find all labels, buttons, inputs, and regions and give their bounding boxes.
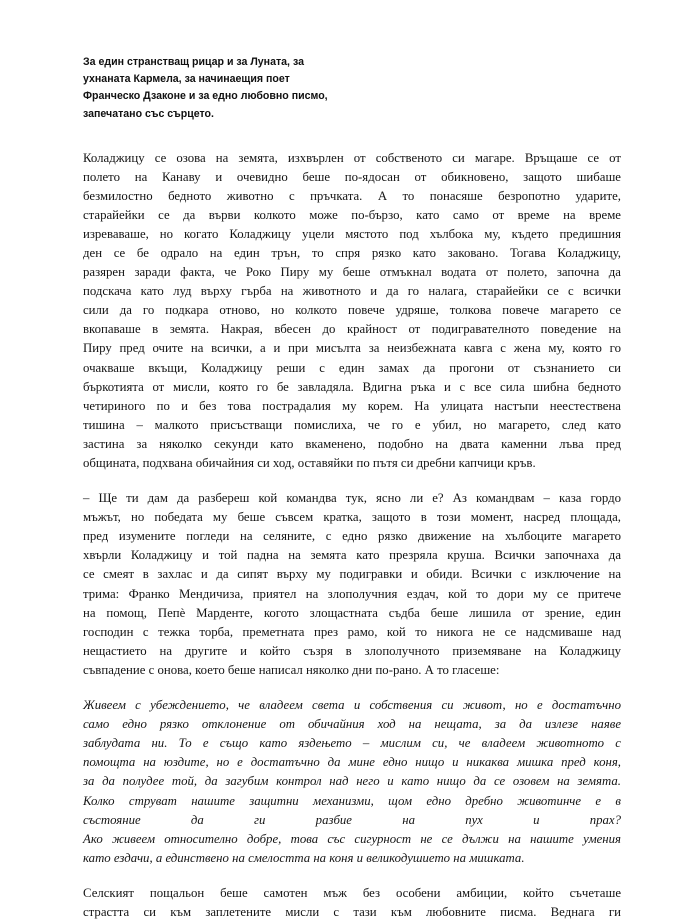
paragraph-gap <box>83 868 621 885</box>
paragraph-gap <box>83 473 621 490</box>
text-line: старайейки се да върви колкото може по-бързо, като само от време на време <box>83 208 621 223</box>
text-line: заблудата ни. То е също като яздењето – мислим си, че владеем животното с <box>83 736 621 751</box>
text-line: за да полудее той, да загубим контрол над него и като нищо да се озовем на земята. <box>83 774 621 789</box>
text-line: изреваваше, но когато Коладжицу уцели мястото под хълбока му, където предишния <box>83 227 621 242</box>
text-line: сили да го подкара отново, но колкото повече удряше, толкова повече магарето се <box>83 303 621 318</box>
text-line: състояние да ги разбие на пух и прах? <box>83 812 621 827</box>
text-line: господин с тежка торба, преметната през рамо, кой то никога не се надсмиваше над <box>83 624 621 639</box>
text-line: ден се бе одрало на един трън, то спря рязко като заковано. Тогава Коладжицу, <box>83 246 621 261</box>
text-line: хвърли Коладжицу и той падна на земята като презряла круша. Всички започнаха да <box>83 548 621 563</box>
text-line: Колко струват нашите защитни механизми, щом едно дребно животинче е в <box>83 793 621 808</box>
quote-paragraph <box>83 696 621 867</box>
text-line: подскача като луд върху гърба на животното и да го налага, старайейки се с всички <box>83 284 621 299</box>
body-paragraph <box>83 884 621 922</box>
text-line: четириного по и без това пострадалия му корем. На улицата настъпи неестествена <box>83 398 621 413</box>
body-paragraph <box>83 489 621 679</box>
text-line: нещастието на другите и който съзря в злополучното приземяване на Коладжицу <box>83 643 621 658</box>
body-paragraph <box>83 149 621 473</box>
heading-line: Франческо Дзаконе и за едно любовно писмо, <box>83 90 328 103</box>
text-line: трима: Франко Мендичиза, приятел на злополучния ездач, кой то дори му се притече <box>83 586 621 601</box>
text-line: Коладжицу се озова на земята, изхвърлен от собственото си магаре. Връщаше се от <box>83 151 621 165</box>
text-line: Живеем с убеждението, че владеем света и собствения си живот, но е достатъчно <box>83 698 621 713</box>
text-line: на помощ, Пепè Марденте, когото злощастната съдба беше лишила от зрение, един <box>83 605 621 620</box>
text-line: Ако живеем относително добре, това със сигурност не се дължи на нашите умения <box>83 831 621 846</box>
text-line: безмилостно бедното животно с пръчката. А то понасяше безропотно ударите, <box>83 189 621 204</box>
text-line: бъркотията от мисли, която го бе завладяла. Вдигна ръка и с все сила шибна бедното <box>83 379 621 394</box>
heading-line: ухнаната Кармела, за начинаещия поет <box>83 73 290 86</box>
text-line: страстта си към заплетените мисли с тази към любовните писма. Веднага ги <box>83 905 621 920</box>
document-heading <box>83 54 403 123</box>
text-line: се смеят в захлас и да сипят върху му подигравки и обиди. Всички с изключение на <box>83 567 621 582</box>
text-line: Селският пощальон беше самотен мъж без особени амбиции, който съчеташе <box>83 886 621 901</box>
text-line: Пиру пред очите на всички, а и при мисълта за неизбежната кавга с жена му, която го <box>83 341 621 356</box>
heading-line: запечатано със сърцето. <box>83 107 214 120</box>
text-line: общината, подхвана обичайния си ход, оставяйки по пътя си дребни капчици кръв. <box>83 455 536 470</box>
text-line: помощта на юздите, но е достатъчно да мине едно нищо и никаква мишка пред коня, <box>83 755 621 770</box>
text-line: пред изумените погледи на селяните, с едно рязко движение на хълбоците магарето <box>83 529 621 544</box>
text-line: разярен заради факта, че Роко Пиру му беше отмъкнал водата от полето, започна да <box>83 265 621 280</box>
text-line: мъжът, но победата му беше съвсем кратка, защото в този момент, насред площада, <box>83 510 621 525</box>
text-line: вкопаваше в земята. Накрая, вбесен до крайност от подигравателното поведение на <box>83 322 621 337</box>
heading-line: За един странстващ рицар и за Луната, за <box>83 56 304 68</box>
text-line: само едно рязко отклонение от обичайния ход на нещата, за да излезе наяве <box>83 717 621 732</box>
text-line: съвпадение с онова, което беше написал няколко дни по-рано. А то гласеше: <box>83 662 500 677</box>
text-line: очакваше вкъщи, Коладжицу реши с един замах да прогони от съзнанието си <box>83 360 621 375</box>
paragraph-gap <box>83 680 621 697</box>
text-line: полето на Канаву и очевидно беше по-ядосан от обикновено, защото шибаше <box>83 170 621 185</box>
text-line: – Ще ти дам да разбереш кой командва тук, ясно ли е? Аз командвам – каза гордо <box>83 491 621 506</box>
text-line: застина за няколко секунди като вкаменено, подобно на двата каменни лъва пред <box>83 436 621 451</box>
text-line: тишина – малкото присъстващи помислиха, че го е убил, но магарето, след като <box>83 417 621 432</box>
document-body <box>83 149 621 922</box>
text-line: като ездачи, а единствено на смелостта на коня и великодушието на мишката. <box>83 850 525 865</box>
